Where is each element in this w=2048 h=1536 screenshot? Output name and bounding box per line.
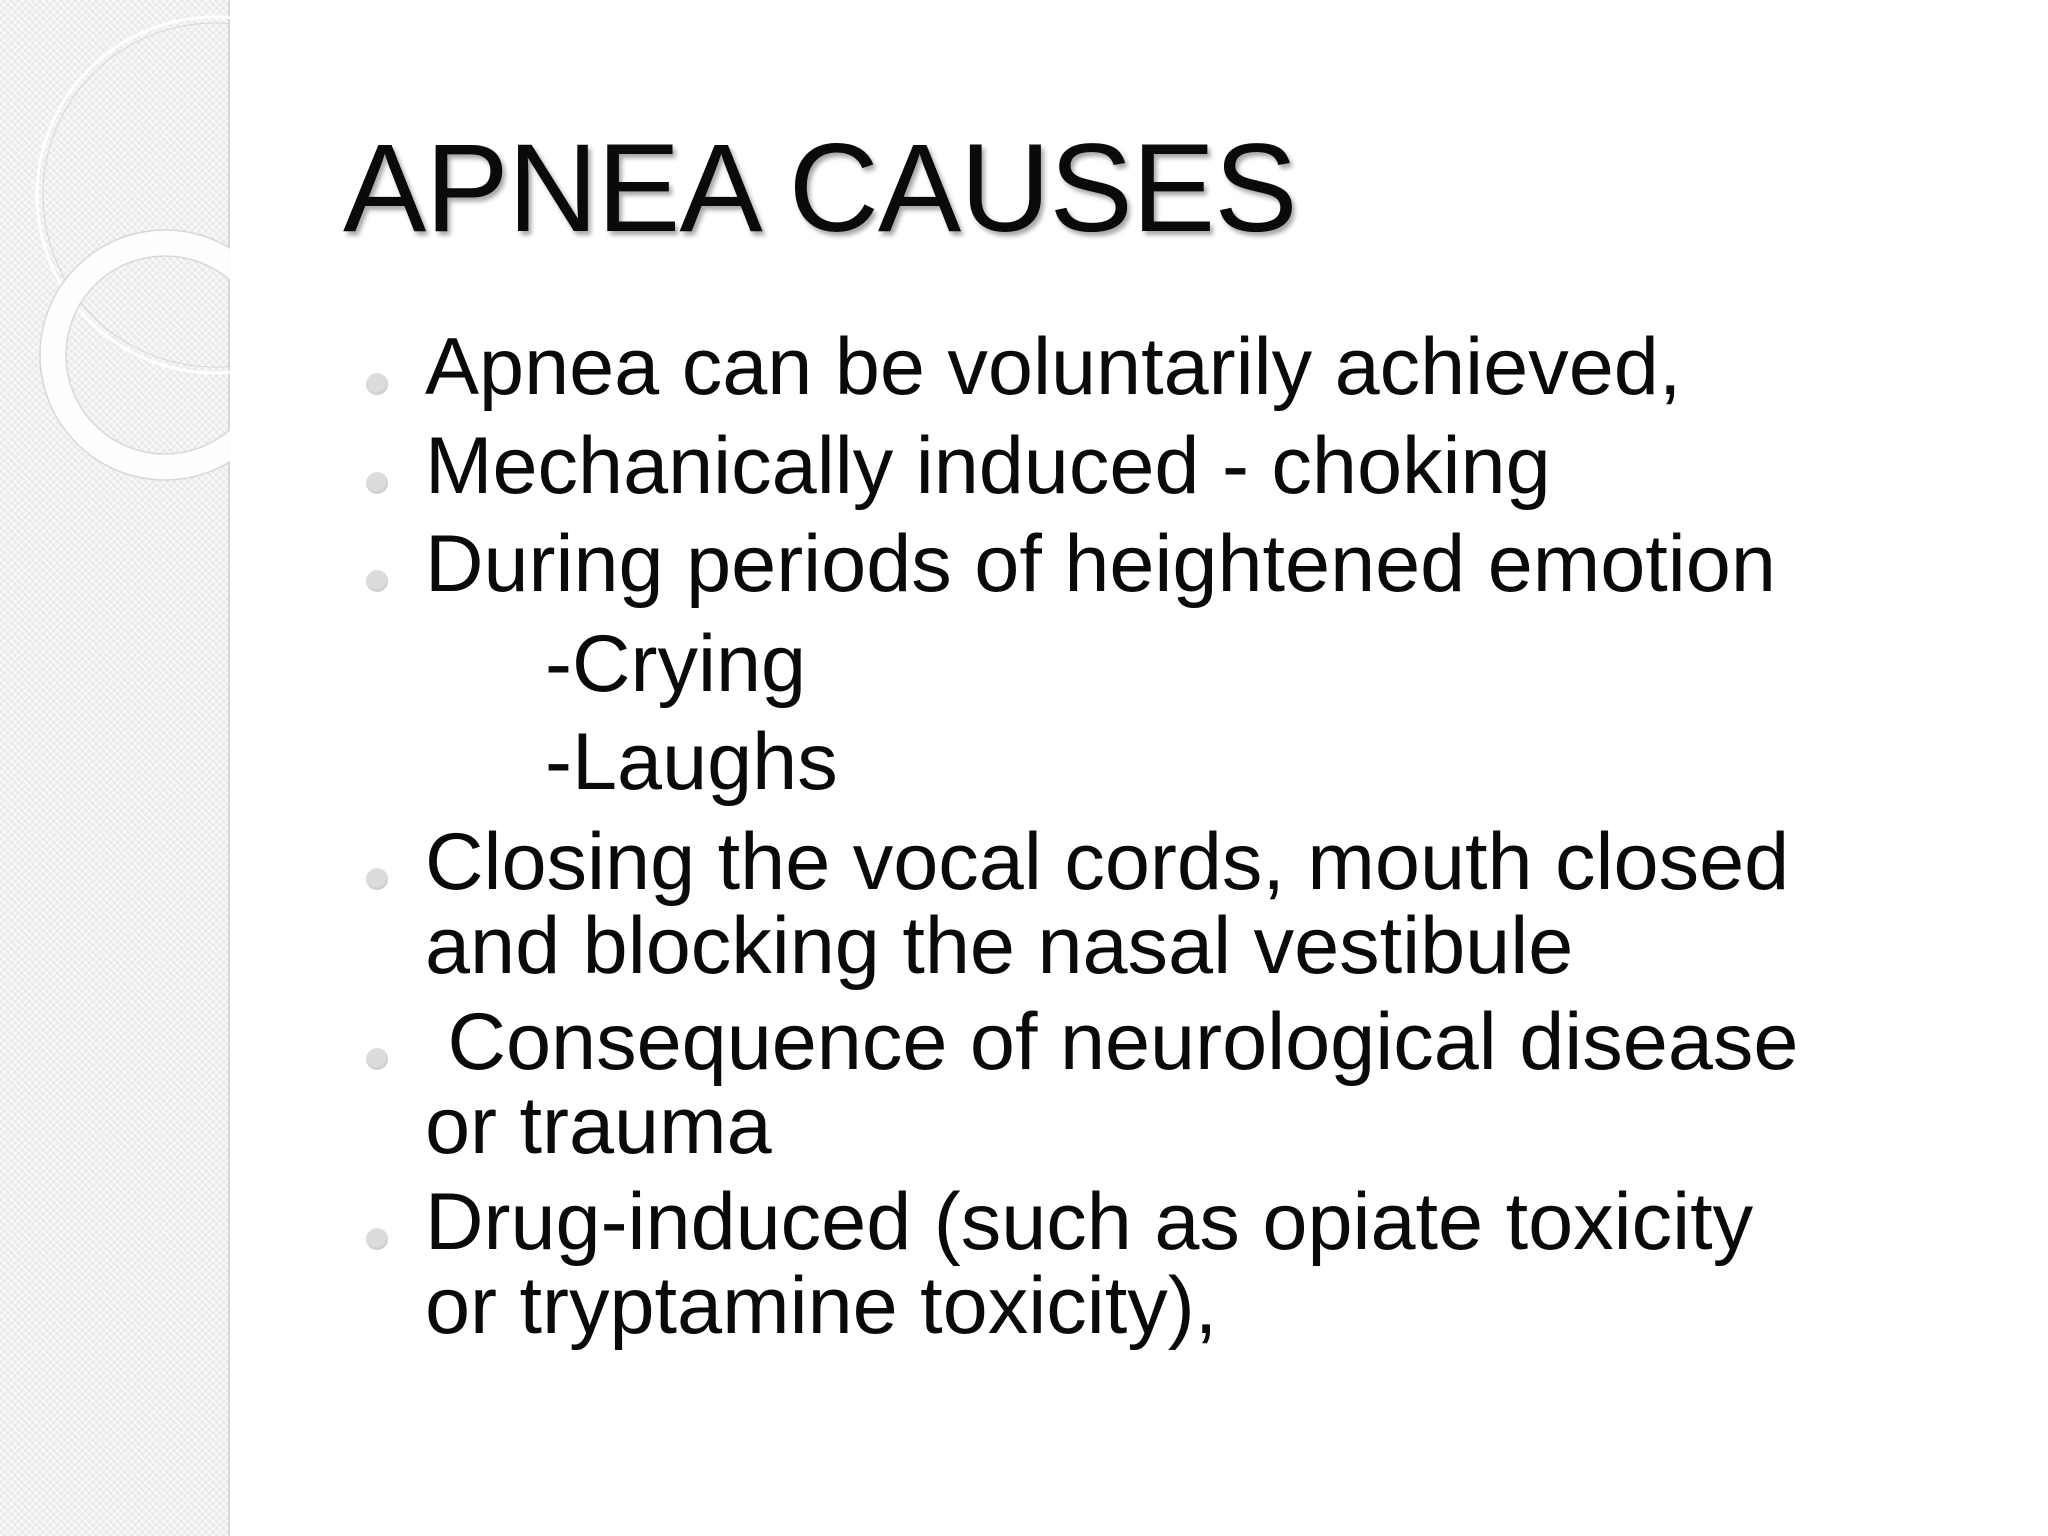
sub-item-laughs: -Laughs xyxy=(545,717,838,807)
bullet-dot xyxy=(366,472,388,494)
bullet-neurological-line-1: Consequence of neurological disease xyxy=(425,997,1799,1087)
bullet-dot xyxy=(366,1228,388,1250)
sub-item-crying: -Crying xyxy=(545,619,807,709)
bullet-dot xyxy=(366,1048,388,1070)
bullet-drug-induced-line-1: Drug-induced (such as opiate toxicity xyxy=(425,1177,1754,1267)
bullet-dot xyxy=(366,373,388,395)
bullet-neurological-line-2: or trauma xyxy=(425,1081,772,1171)
slide-title: APNEA CAUSES xyxy=(343,119,1297,258)
bullet-drug-induced-line-2: or tryptamine toxicity), xyxy=(425,1261,1218,1351)
bullet-closing-vocal-cords-line-2: and blocking the nasal vestibule xyxy=(425,901,1574,991)
bullet-mechanically-induced: Mechanically induced - choking xyxy=(425,421,1551,511)
bullet-dot xyxy=(366,570,388,592)
bullet-dot xyxy=(366,868,388,890)
bullet-heightened-emotion: During periods of heightened emotion xyxy=(425,519,1776,609)
bullet-apnea-voluntary: Apnea can be voluntarily achieved, xyxy=(425,322,1682,412)
bullet-closing-vocal-cords-line-1: Closing the vocal cords, mouth closed xyxy=(425,817,1790,907)
